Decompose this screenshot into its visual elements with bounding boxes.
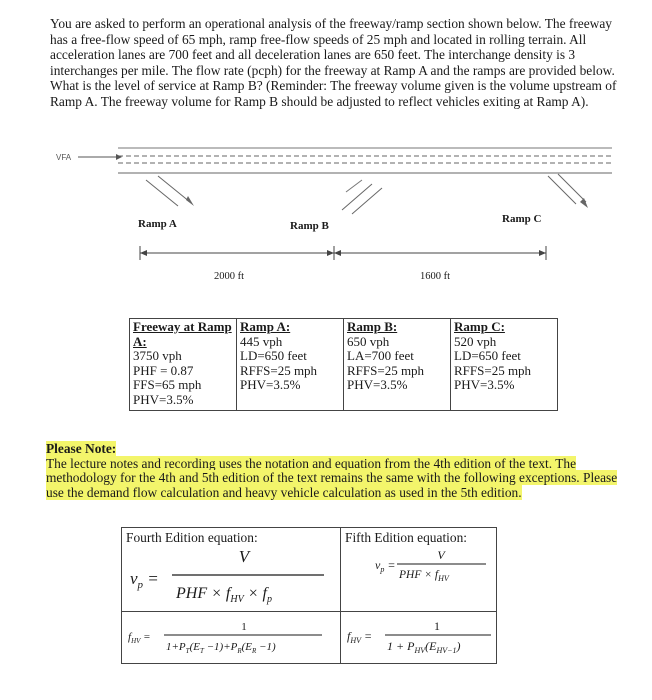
fourth-edition-fhv-cell <box>122 612 341 664</box>
ramp-c-cell <box>451 319 558 411</box>
svg-text:V: V <box>238 547 250 566</box>
svg-text:fHV =: $f_{HV}$ = <box>347 629 373 645</box>
note-body: The lecture notes and recording uses the notation and equation from the 4th edition of the text. The methodology for the 4th and 5th edition of the text remains the same with the following exceptions. Please use the demand flow calculation and heavy vehicle calculation as used in the 5th edition. <box>46 455 618 500</box>
svg-text:vp =: $v_p$ = <box>130 569 159 591</box>
problem-statement: You are asked to perform an operational analysis of the freeway/ramp section shown below. The freeway has a free-flow speed of 65 mph, ramp free-flow speeds of 25 mph and located in rolling terrain. All acceleration lanes are 700 feet and all deceleration lanes are 650 feet. The interchange density is 3 interchanges per mile. The flow rate (pcph) for the freeway at Ramp A and the ramps are provided below. What is the level of service at Ramp B? (Reminder: The freeway volume given is the volume upstream of Ramp A. The freeway volume for Ramp B should be adjusted to reflect vehicles exiting at Ramp A). <box>50 16 617 109</box>
distance-bc-label: 1600 ft <box>420 271 451 282</box>
ramp-b-line-2 <box>352 188 382 214</box>
table-value: LD=650 feet <box>240 348 307 363</box>
fifth-fhv-equation <box>341 612 496 658</box>
table-value: 650 vph <box>347 333 390 349</box>
distance-ab-label: 2000 ft <box>214 271 245 282</box>
fourth-vp-equation <box>122 546 340 606</box>
table-value: PHV=3.5% <box>133 391 194 407</box>
fifth-edition-vp-cell <box>341 528 497 612</box>
table-row <box>130 319 558 411</box>
fourth-edition-title: Fourth Edition equation: <box>126 530 258 545</box>
table-value: 3750 vph <box>133 348 182 363</box>
table-header: Ramp B: <box>347 319 398 334</box>
equation-table <box>121 527 497 664</box>
table-value: RFFS=25 mph <box>347 362 425 378</box>
freeway-cell <box>130 319 237 411</box>
svg-text:1+PT(ET −1)+PR(ER −1): $1+P_T(E_T -1)+P_R(E_R -1)$ <box>166 641 276 655</box>
ramp-b-label: Ramp B <box>290 220 329 232</box>
table-row <box>122 612 497 664</box>
ramp-b-line-3 <box>346 180 362 192</box>
ramp-c-arrow-icon <box>580 198 588 208</box>
table-header: Freeway at Ramp A: <box>133 319 232 349</box>
svg-text:1: 1 <box>241 621 247 633</box>
vfa-arrowhead-icon <box>116 154 122 160</box>
ramp-a-line-2 <box>146 180 178 206</box>
ramp-a-line-1 <box>158 176 190 202</box>
table-value: 520 vph <box>454 333 497 349</box>
vfa-label: VFA <box>56 153 72 162</box>
table-value: PHV=3.5% <box>347 377 408 392</box>
ramp-c-label: Ramp C <box>502 213 542 225</box>
ramp-b-cell <box>344 319 451 411</box>
table-header: Ramp A: <box>240 319 291 334</box>
table-value: PHV=3.5% <box>240 377 301 392</box>
svg-text:fHV =: $f_{HV}$ = <box>128 631 151 645</box>
svg-text:PHF × fHV: PHF × $f_{HV}$ <box>399 569 449 583</box>
table-header: Ramp C: <box>454 319 505 334</box>
table-value: 445 vph <box>240 333 283 349</box>
fifth-edition-fhv-cell <box>341 612 497 664</box>
svg-text:1: 1 <box>434 619 440 633</box>
ramp-a-cell <box>237 319 344 411</box>
ramp-c-line-2 <box>558 174 586 202</box>
freeway-ramp-diagram <box>0 140 652 290</box>
dim-arrow-b-left-icon <box>327 250 334 256</box>
ramp-b-line-1 <box>342 184 372 210</box>
table-value: RFFS=25 mph <box>454 362 532 378</box>
ramp-data-table <box>129 318 558 411</box>
svg-text:V: V <box>437 548 445 562</box>
fourth-fhv-equation <box>122 612 340 658</box>
table-row <box>122 528 497 612</box>
ramp-a-label: Ramp A <box>138 218 177 230</box>
table-value: RFFS=25 mph <box>240 362 318 378</box>
table-value: FFS=65 mph <box>133 377 202 392</box>
fourth-edition-vp-cell <box>122 528 341 612</box>
note-title: Please Note: <box>46 441 117 456</box>
ramp-a-arrow-icon <box>186 196 194 206</box>
ramp-c-line-1 <box>548 176 576 204</box>
please-note <box>46 442 631 500</box>
svg-text:1 + PHV(EHV−1): $1 + P_{HV}(E_{HV-1})$ <box>387 639 461 655</box>
dim-arrow-right-icon <box>539 250 546 256</box>
dim-arrow-b-right-icon <box>334 250 341 256</box>
table-value: LD=650 feet <box>454 348 521 363</box>
svg-text:PHF × fHV × fp: PHF × $f_{HV} \times f_p$ <box>176 585 272 605</box>
svg-text:vp =: $v_p$ = <box>375 558 396 574</box>
table-value: PHV=3.5% <box>454 377 515 392</box>
dim-arrow-left-icon <box>140 250 147 256</box>
fifth-vp-equation <box>341 546 496 586</box>
fifth-edition-title: Fifth Edition equation: <box>345 530 467 545</box>
table-value: LA=700 feet <box>347 348 414 363</box>
table-value: PHF = 0.87 <box>133 362 194 378</box>
